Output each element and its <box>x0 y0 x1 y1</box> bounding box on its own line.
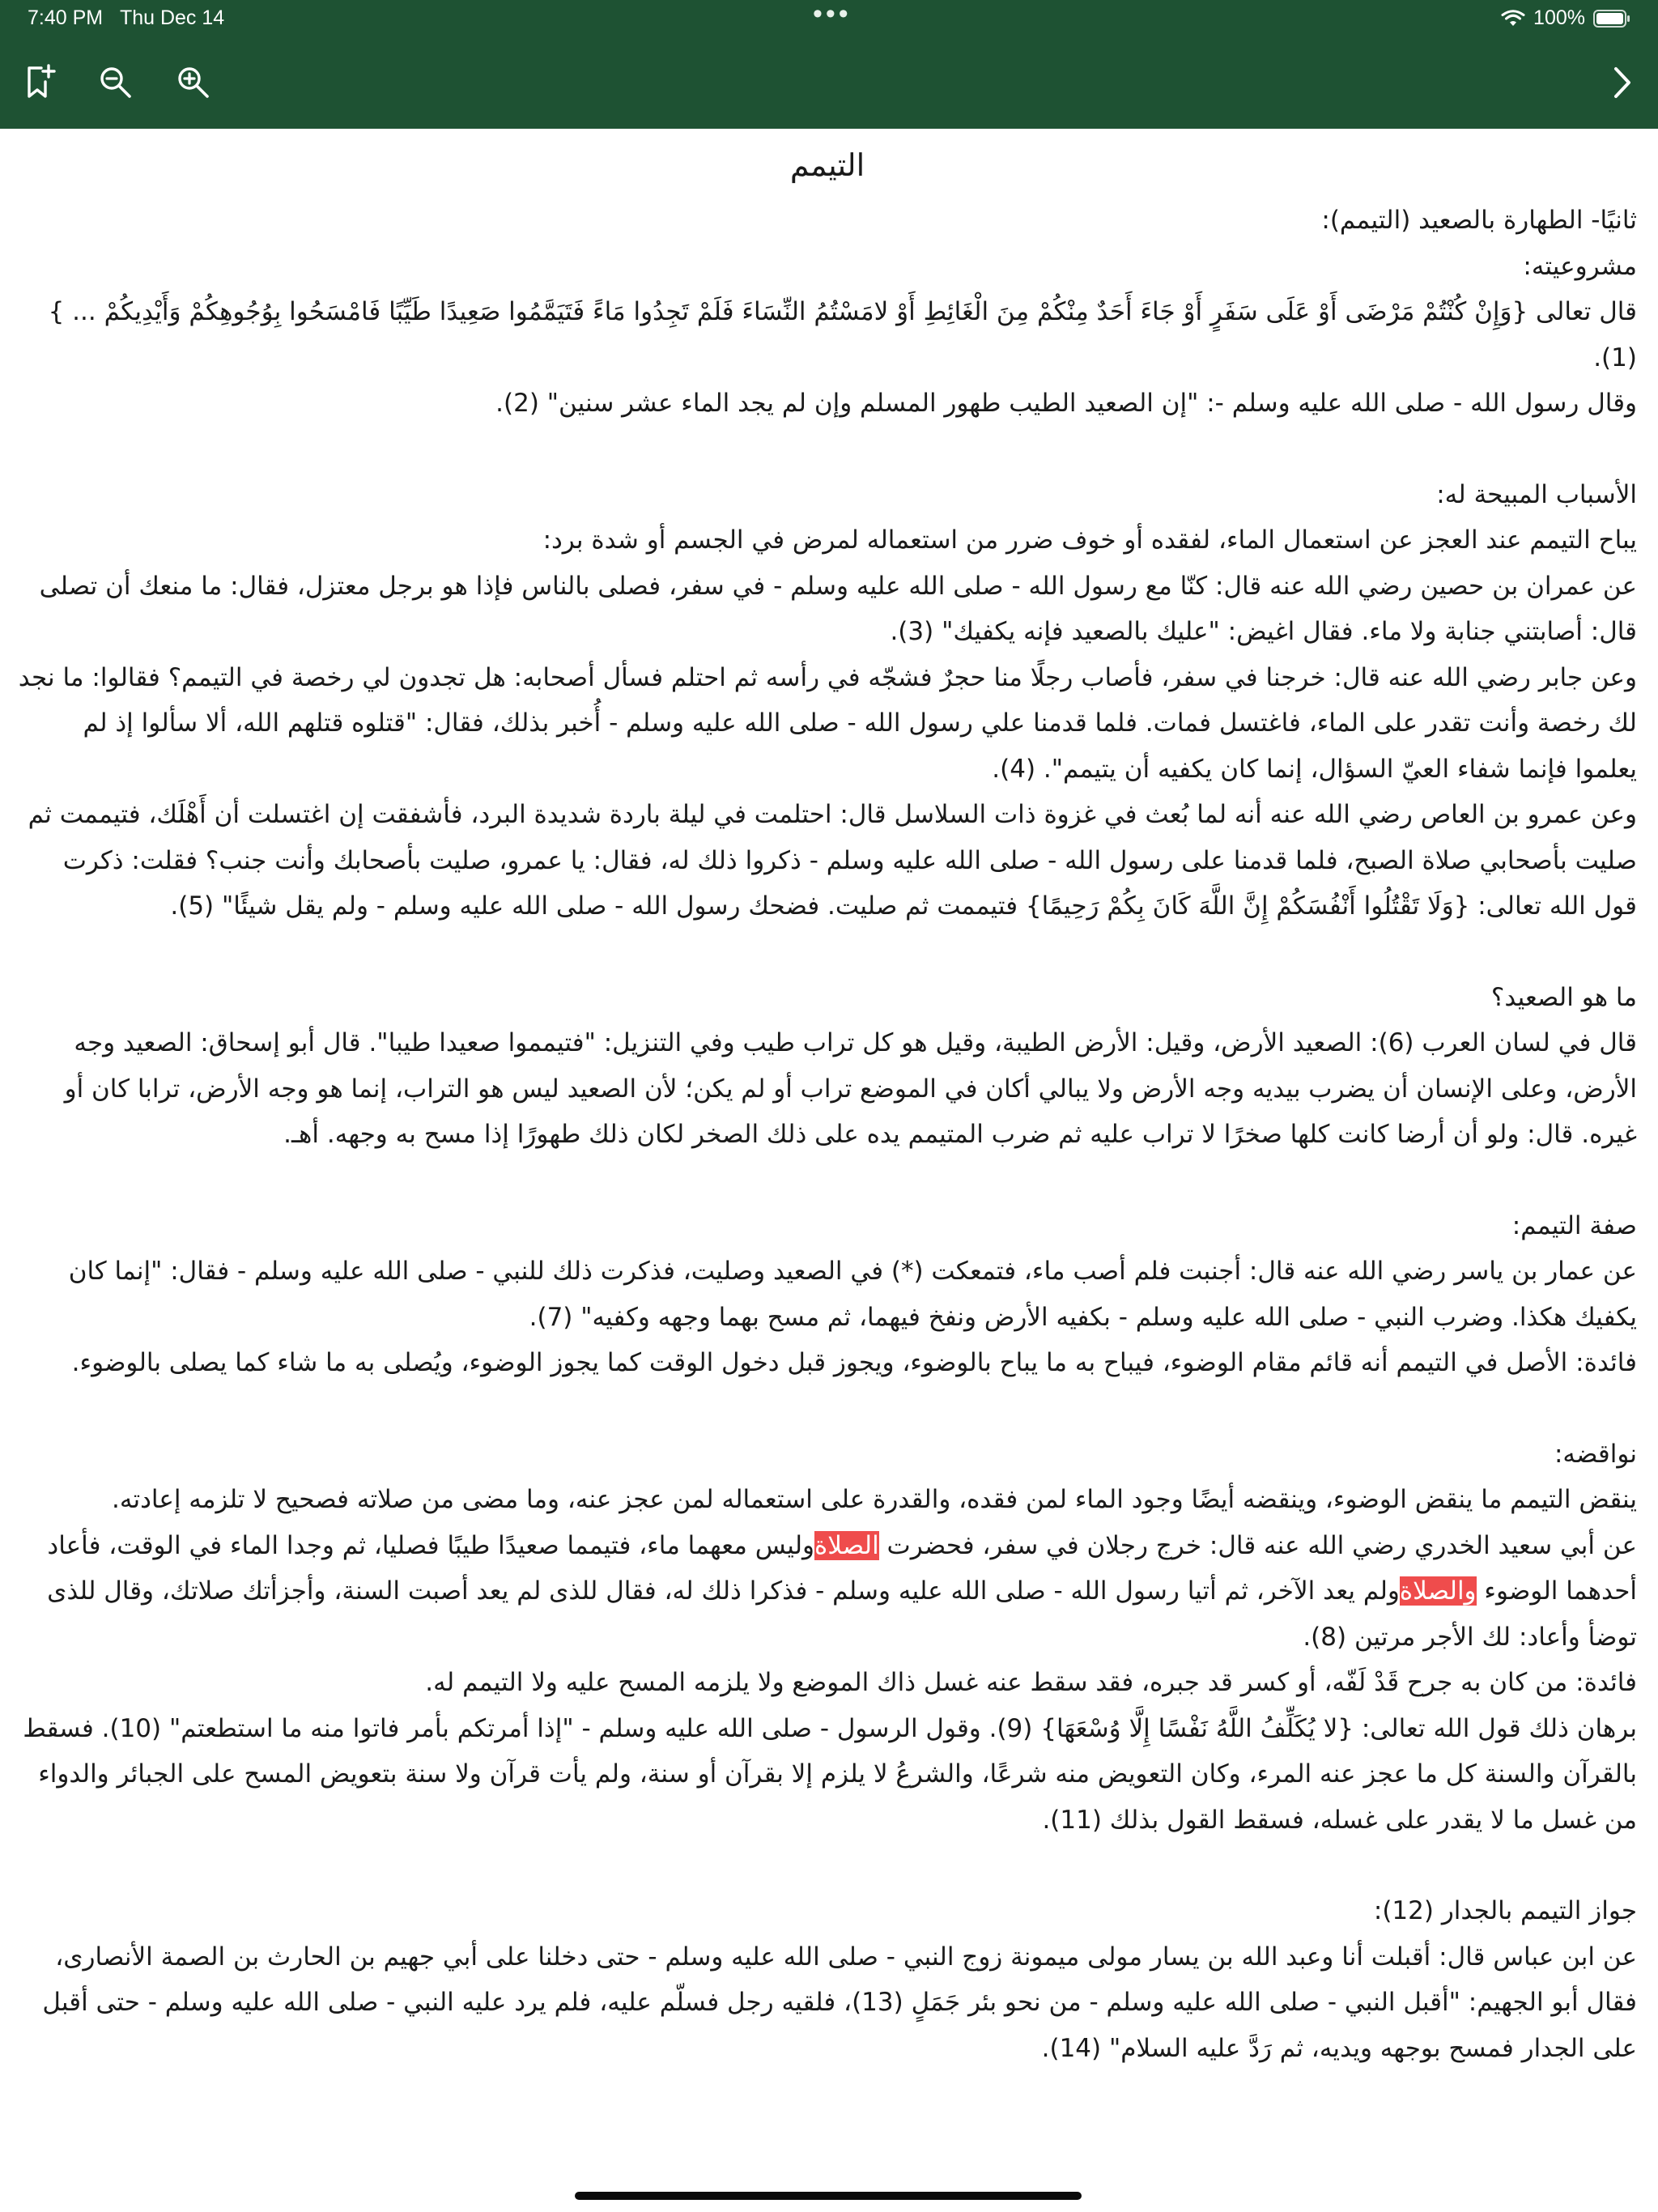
home-indicator[interactable] <box>575 2192 1082 2200</box>
chapter-title: التيمم <box>789 147 865 183</box>
section-heading: جواز التيمم بالجدار (12): <box>1373 1896 1637 1925</box>
top-toolbar <box>0 0 1658 129</box>
paragraph: قال في لسان العرب (6): الصعيد الأرض، وقيل: الأرض الطيبة، وقيل هو كل تراب طيب وفي التنزيل: "فتيمموا صعيدا طيبا". قال أبو إسحاق: الصعيد وجه الأرض، وعلى الإنسان أن يضرب بيديه وجه الأرض ولا يبالي أكان في الموضع تراب أو لم يكن؛ لأن الصعيد ليس هو التراب، إنما هو وجه الأرض، ترابا كان أو غيره. قال: ولو أن أرضا كانت كلها صخرًا لا تراب عليه ثم ضرب المتيمم يده على ذلك الصخر لكان ذلك طهورًا إذا مسح به وجهه. أهـ. <box>64 1028 1637 1149</box>
paragraph: عن عمران بن حصين رضي الله عنه قال: كنّا مع رسول الله - صلى الله عليه وسلم - في سفر، فصلى بالناس فإذا هو برجل معتزل، فقال: ما منعك أن تصلى قال: أصابتني جنابة ولا ماء. فقال اغيض: "عليك بالصعيد فإنه يكفيك" (3). <box>39 571 1637 646</box>
paragraph: يباح التيمم عند العجز عن استعمال الماء، لفقده أو خوف ضرر من استعماله لمرض في الجسم أو شدة برد: <box>542 525 1637 555</box>
section-heading: نواقضه: <box>1554 1439 1637 1469</box>
paragraph-gap <box>18 1158 1637 1203</box>
multitasking-dots[interactable]: ••• <box>813 0 852 29</box>
status-indicators <box>1501 6 1630 30</box>
search-highlight[interactable]: والصلاة <box>1399 1576 1477 1606</box>
paragraph-gap <box>18 929 1637 975</box>
zoom-in-icon[interactable] <box>171 60 216 105</box>
status-clock: 7:40 PM <box>28 6 104 29</box>
section-subheading: مشروعيته: <box>1523 251 1637 281</box>
chevron-right-icon[interactable] <box>1599 60 1644 105</box>
paragraph: فائدة: الأصل في التيمم أنه قائم مقام الوضوء، فيباح به ما يباح بالوضوء، ويجوز قبل دخول الوقت كما يجوز الوضوء، ويُصلى به ما شاء كما يصلى بالوضوء. <box>71 1348 1637 1377</box>
section-heading: ما هو الصعيد؟ <box>1490 982 1637 1012</box>
section-heading: ثانيًا- الطهارة بالصعيد (التيمم): <box>1321 206 1637 235</box>
paragraph-gap <box>18 1843 1637 1888</box>
paragraph: وعن عمرو بن العاص رضي الله عنه أنه لما بُعث في غزوة ذات السلاسل قال: احتلمت في ليلة باردة شديدة البرد، فأشفقت إن اغتسلت أن أَهْلَك، فتيممت ثم صليت بأصحابي صلاة الصبح، فلما قدمنا على رسول الله - صلى الله عليه وسلم - ذكروا ذلك له، فقال: يا عمرو، صليت بأصحابك وأنت جنب؟ فقلت: ذكرت قول الله تعالى: {وَلَا تَقْتُلُوا أَنْفُسَكُمْ إِنَّ اللَّهَ كَانَ بِكُمْ رَحِيمًا} فتيممت ثم صليت. فضحك رسول الله - صلى الله عليه وسلم - ولم يقل شيئًا" (5). <box>28 800 1637 921</box>
paragraph: وقال رسول الله - صلى الله عليه وسلم -: "إن الصعيد الطيب طهور المسلم وإن لم يجد الماء عشر سنين" (2). <box>495 389 1637 418</box>
paragraph-gap <box>18 1386 1637 1431</box>
paragraph: وعن جابر رضي الله عنه قال: خرجنا في سفر، فأصاب رجلًا منا حجرٌ فشجّه في رأسه ثم احتلم فسأل أصحابه: هل تجدون لي رخصة في التيمم؟ فقالوا: ما نجد لك رخصة وأنت تقدر على الماء، فاغتسل فمات. فلما قدمنا علي رسول الله - صلى الله عليه وسلم - أُخبر بذلك، فقال: "قتلوه قتلهم الله، ألا سألوا إذ لم يعلموا فإنما شفاء العيّ السؤال، إنما كان يكفيه أن يتيمم". (4). <box>18 662 1637 784</box>
text-run: ولم يعد الآخر، ثم أتيا رسول الله - صلى الله عليه وسلم - فذكرا ذلك له، فقال للذى لم يعد أصبت السنة، وأجزأتك صلاتك، وقال للذى توضأ وأعاد: لك الأجر مرتين (8). <box>47 1576 1637 1652</box>
section-heading: صفة التيمم: <box>1511 1210 1637 1240</box>
zoom-out-icon[interactable] <box>93 60 138 105</box>
status-time <box>28 6 224 30</box>
status-date: Thu Dec 14 <box>119 6 225 29</box>
paragraph-with-highlights <box>18 1523 1637 1661</box>
paragraph: عن ابن عباس قال: أقبلت أنا وعبد الله بن يسار مولى ميمونة زوج النبي - صلى الله عليه وسلم - حتى دخلنا على أبي جهيم بن الحارث بن الصمة الأنصارى، فقال أبو الجهيم: "أقبل النبي - صلى الله عليه وسلم - من نحو بئر جَمَلٍ (13)، فلقيه رجل فسلّم عليه، فلم يرد عليه النبي - صلى الله عليه وسلم - حتى أقبل على الجدار فمسح بوجهه ويديه، ثم رَدَّ عليه السلام" (14). <box>42 1942 1637 2063</box>
paragraph: برهان ذلك قول الله تعالى: {لا يُكَلِّفُ اللَّهُ نَفْسًا إِلَّا وُسْعَهَا} (9). وقول الرسول - صلى الله عليه وسلم - "إذا أمرتكم بأمر فاتوا منه ما استطعتم" (10). فسقط بالقرآن والسنة كل ما عجز عنه المرء، وكان التعويض منه شرعًا، والشرعُ لا يلزم إلا بقرآن أو سنة، ولم يأت قرآن ولا سنة بتعويض المسح على الجبائر والدواء من غسل ما لا يقدر على غسله، فسقط القول بذلك (11). <box>23 1713 1637 1835</box>
paragraph-gap <box>18 427 1637 472</box>
battery-percent: 100% <box>1533 6 1585 29</box>
text-run: وليس معهما ماء، فتيمما صعيدًا طيبًا فصليا، ثم وجدا الماء في الوقت، فأعاد أحدهما الوضوء <box>47 1530 1637 1606</box>
battery-icon <box>1593 10 1630 28</box>
wifi-icon <box>1501 10 1525 28</box>
paragraph: قال تعالى {وَإِنْ كُنْتُمْ مَرْضَى أَوْ عَلَى سَفَرٍ أَوْ جَاءَ أَحَدٌ مِنْكُمْ مِنَ الْغَائِطِ أَوْ لامَسْتُمُ النِّسَاءَ فَلَمْ تَجِدُوا مَاءً فَتَيَمَّمُوا صَعِيدًا طَيِّبًا فَامْسَحُوا بِوُجُوهِكُمْ وَأَيْدِيكُمْ ... } (1). <box>48 297 1637 372</box>
paragraph: ينقض التيمم ما ينقض الوضوء، وينقضه أيضًا وجود الماء لمن فقده، والقدرة على استعماله لمن عجز عنه، وما مضى من صلاته فصحيح لا تلزمه إعادته. <box>111 1485 1637 1514</box>
paragraph: عن عمار بن ياسر رضي الله عنه قال: أجنبت فلم أصب ماء، فتمعكت (*) في الصعيد وصليت، فذكرت ذلك للنبي - صلى الله عليه وسلم - فقال: "إنما كان يكفيك هكذا. وضرب النبي - صلى الله عليه وسلم - بكفيه الأرض ونفخ فيهما، ثم مسح بهما وجهه وكفيه" (7). <box>68 1257 1637 1332</box>
section-heading: الأسباب المبيحة له: <box>1436 479 1637 509</box>
text-run: عن أبي سعيد الخدري رضي الله عنه قال: خرج رجلان في سفر، فحضرت <box>878 1530 1637 1560</box>
bookmark-add-icon[interactable] <box>17 60 62 105</box>
paragraph: فائدة: من كان به جرح قَدْ لَفّه، أو كسر قد جبره، فقد سقط عنه غسل ذاك الموضع ولا يلزمه المسح عليه ولا التيمم له. <box>425 1668 1637 1697</box>
search-highlight[interactable]: الصلاة <box>814 1530 879 1560</box>
reader-content <box>18 138 1637 2162</box>
